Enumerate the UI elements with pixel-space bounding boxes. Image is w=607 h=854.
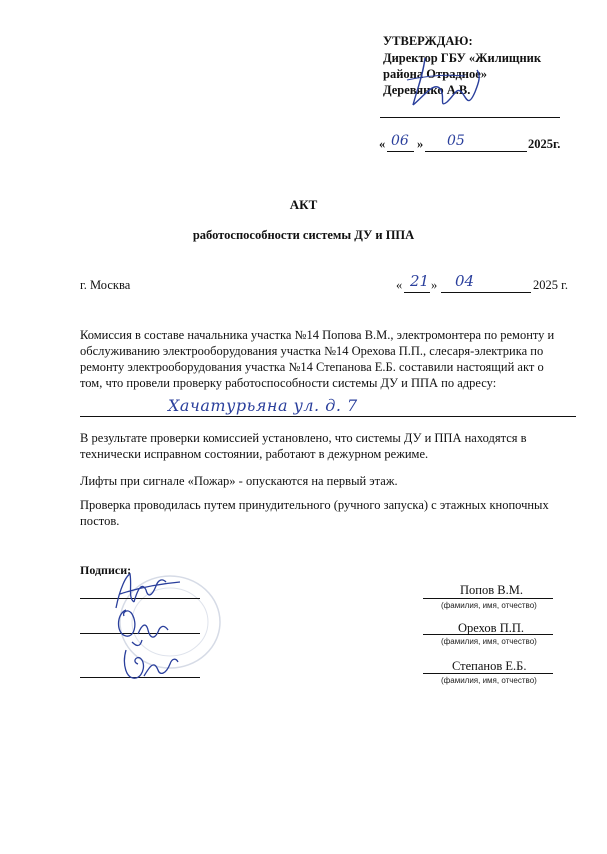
paragraph-1-line-3: ремонту электрооборудования участка №14 Степанова Е.Б. составили настоящий акт о xyxy=(80,360,544,374)
signatory-2-line xyxy=(423,634,553,635)
signatures-heading: Подписи: xyxy=(80,563,132,577)
approval-line-2: района Отрадное» xyxy=(383,67,488,81)
approval-year: 2025г. xyxy=(528,137,561,151)
signatory-3-caption: (фамилия, имя, отчество) xyxy=(441,676,537,685)
city-label: г. Москва xyxy=(80,278,131,292)
approval-day: 06 xyxy=(391,133,409,149)
act-day-line xyxy=(404,292,430,293)
approval-month-line xyxy=(425,151,527,152)
act-month: 04 xyxy=(455,272,475,290)
director-signature xyxy=(395,50,495,120)
paragraph-4-line-1: Проверка проводилась путем принудительного (ручного запуска) с этажных кнопочных xyxy=(80,498,549,512)
act-date-open: « xyxy=(396,278,403,292)
approval-line-1: Директор ГБУ «Жилищник xyxy=(383,51,542,65)
act-month-line xyxy=(441,292,531,293)
signatory-1-name: Попов В.М. xyxy=(460,583,523,597)
signatory-2-name: Орехов П.П. xyxy=(458,621,525,635)
act-date-close: » xyxy=(431,278,438,292)
paragraph-1-line-1: Комиссия в составе начальника участка №14 Попова В.М., электромонтера по ремонту и xyxy=(80,328,555,342)
document-title: АКТ xyxy=(289,197,318,212)
approval-date-close: » xyxy=(417,137,424,151)
paragraph-1-line-4: том, что провели проверку работоспособности системы ДУ и ППА по адресу: xyxy=(80,376,497,390)
signatory-1-caption: (фамилия, имя, отчество) xyxy=(441,601,537,610)
approval-line-3: Деревянко А.В. xyxy=(383,83,471,97)
document-subtitle: работоспособности системы ДУ и ППА xyxy=(192,228,415,242)
act-day: 21 xyxy=(410,272,430,290)
address-handwritten: Хачатурьяна ул. д. 7 xyxy=(168,396,358,415)
signatory-3-line xyxy=(423,673,553,674)
paragraph-3: Лифты при сигнале «Пожар» - опускаются на первый этаж. xyxy=(80,474,398,488)
signatory-3-name: Степанов Е.Б. xyxy=(452,659,527,673)
paragraph-2-line-1: В результате проверки комиссией установлено, что системы ДУ и ППА находятся в xyxy=(80,431,527,445)
paragraph-2-line-2: технически исправном состоянии, работают в дежурном режиме. xyxy=(80,447,429,461)
act-year: 2025 г. xyxy=(533,278,568,292)
approval-date-open: « xyxy=(379,137,386,151)
approval-day-line xyxy=(387,151,414,152)
signatory-1-line xyxy=(423,598,553,599)
approval-signature-line xyxy=(380,117,560,118)
approval-month: 05 xyxy=(447,133,465,149)
approval-heading: УТВЕРЖДАЮ: xyxy=(383,34,473,48)
signatory-2-caption: (фамилия, имя, отчество) xyxy=(441,637,537,646)
paragraph-4-line-2: постов. xyxy=(80,514,120,528)
signature-3-scribble xyxy=(116,640,186,686)
address-line xyxy=(80,416,576,417)
paragraph-1-line-2: обслуживанию электрооборудования участка №14 Орехова П.П., слесаря-электрика по xyxy=(80,344,544,358)
